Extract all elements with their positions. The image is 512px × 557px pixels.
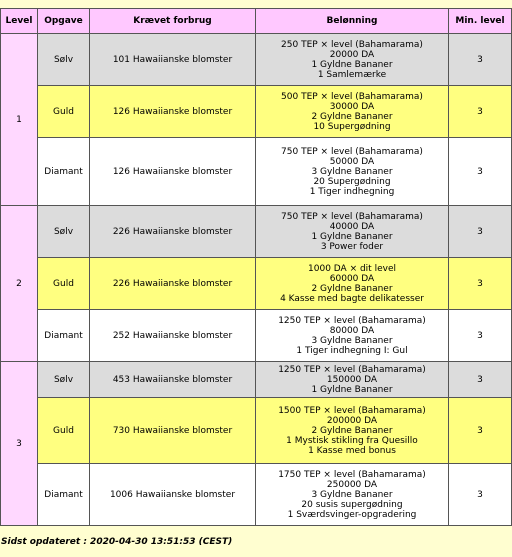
required-cell: 730 Hawaiianske blomster (90, 398, 256, 464)
task-cell: Guld (38, 398, 90, 464)
reward-line: 2 Gyldne Bananer (311, 425, 393, 436)
reward-line: 3 Power foder (320, 241, 384, 252)
reward-line: 3 Gyldne Bananer (311, 335, 393, 346)
min-level-cell: 3 (449, 138, 512, 206)
level-cell: 3 (1, 362, 38, 526)
min-level-cell: 3 (449, 398, 512, 464)
reward-line: 1750 TEP × level (Bahamarama) (278, 469, 426, 480)
reward-line: 10 Supergødning (313, 121, 391, 132)
reward-cell (256, 362, 449, 398)
required-cell: 101 Hawaiianske blomster (90, 34, 256, 86)
reward-line: 50000 DA (329, 156, 375, 167)
header-required: Krævet forbrug (90, 9, 256, 34)
reward-cell (256, 310, 449, 362)
header-reward: Belønning (256, 9, 449, 34)
min-level-cell: 3 (449, 258, 512, 310)
required-cell: 1006 Hawaiianske blomster (90, 464, 256, 526)
task-cell: Diamant (38, 310, 90, 362)
min-level-cell: 3 (449, 206, 512, 258)
reward-cell (256, 464, 449, 526)
reward-cell (256, 258, 449, 310)
reward-line: 2 Gyldne Bananer (311, 283, 393, 294)
reward-line: 20 susis supergødning (301, 499, 403, 510)
reward-line: 1 Gyldne Bananer (311, 59, 393, 70)
reward-line: 3 Gyldne Bananer (311, 166, 393, 177)
reward-line: 200000 DA (326, 415, 378, 426)
reward-cell (256, 86, 449, 138)
reward-line: 150000 DA (326, 374, 378, 385)
reward-line: 60000 DA (329, 273, 375, 284)
reward-line: 30000 DA (329, 101, 375, 112)
min-level-cell: 3 (449, 34, 512, 86)
reward-line: 1 Gyldne Bananer (311, 231, 393, 242)
reward-line: 4 Kasse med bagte delikatesser (280, 293, 424, 304)
required-cell: 453 Hawaiianske blomster (90, 362, 256, 398)
reward-line: 1250 TEP × level (Bahamarama) (278, 315, 426, 326)
header-row (1, 9, 512, 34)
task-cell: Guld (38, 258, 90, 310)
table-row (1, 310, 512, 362)
reward-line: 80000 DA (329, 325, 375, 336)
reward-cell (256, 398, 449, 464)
reward-line: 40000 DA (329, 221, 375, 232)
reward-cell (256, 206, 449, 258)
required-cell: 226 Hawaiianske blomster (90, 206, 256, 258)
reward-line: 1250 TEP × level (Bahamarama) (278, 364, 426, 375)
table-row (1, 464, 512, 526)
task-cell: Sølv (38, 34, 90, 86)
table-row (1, 206, 512, 258)
reward-line: 500 TEP × level (Bahamarama) (281, 91, 423, 102)
table-row (1, 86, 512, 138)
required-cell: 126 Hawaiianske blomster (90, 86, 256, 138)
min-level-cell: 3 (449, 310, 512, 362)
task-cell: Diamant (38, 464, 90, 526)
required-cell: 252 Hawaiianske blomster (90, 310, 256, 362)
reward-line: 2 Gyldne Bananer (311, 111, 393, 122)
reward-line: 20000 DA (329, 49, 375, 60)
table-row (1, 398, 512, 464)
reward-line: 1 Kasse med bonus (308, 445, 396, 456)
reward-line: 250000 DA (326, 479, 378, 490)
reward-line: 3 Gyldne Bananer (311, 489, 393, 500)
header-task: Opgave (38, 9, 90, 34)
task-cell: Sølv (38, 206, 90, 258)
header-level: Level (1, 9, 38, 34)
header-min-level: Min. level (449, 9, 512, 34)
min-level-cell: 3 (449, 86, 512, 138)
task-cell: Sølv (38, 362, 90, 398)
reward-line: 750 TEP × level (Bahamarama) (281, 211, 423, 222)
table-row (1, 138, 512, 206)
reward-line: 20 Supergødning (313, 176, 391, 187)
required-cell: 226 Hawaiianske blomster (90, 258, 256, 310)
reward-line: 750 TEP × level (Bahamarama) (281, 146, 423, 157)
task-cell: Guld (38, 86, 90, 138)
reward-line: 1 Tiger indhegning (309, 186, 395, 197)
required-cell: 126 Hawaiianske blomster (90, 138, 256, 206)
table-row (1, 362, 512, 398)
level-cell: 2 (1, 206, 38, 362)
reward-cell (256, 34, 449, 86)
reward-line: 1 Sværdsvinger-opgradering (287, 509, 417, 520)
reward-line: 1 Mystisk stikling fra Quesillo (286, 435, 418, 446)
reward-line: 1500 TEP × level (Bahamarama) (278, 405, 426, 416)
level-cell: 1 (1, 34, 38, 206)
table-row (1, 258, 512, 310)
min-level-cell: 3 (449, 464, 512, 526)
table-body (1, 34, 512, 526)
reward-line: 1000 DA × dit level (308, 263, 396, 274)
reward-cell (256, 138, 449, 206)
quest-table (0, 8, 512, 526)
reward-line: 1 Gyldne Bananer (311, 384, 393, 395)
task-cell: Diamant (38, 138, 90, 206)
min-level-cell: 3 (449, 362, 512, 398)
last-updated: Sidst opdateret : 2020-04-30 13:51:53 (CEST) (1, 537, 233, 547)
table-row (1, 34, 512, 86)
reward-line: 250 TEP × level (Bahamarama) (281, 39, 423, 50)
reward-line: 1 Samlemærke (317, 69, 387, 80)
reward-line: 1 Tiger indhegning I: Gul (296, 345, 408, 356)
